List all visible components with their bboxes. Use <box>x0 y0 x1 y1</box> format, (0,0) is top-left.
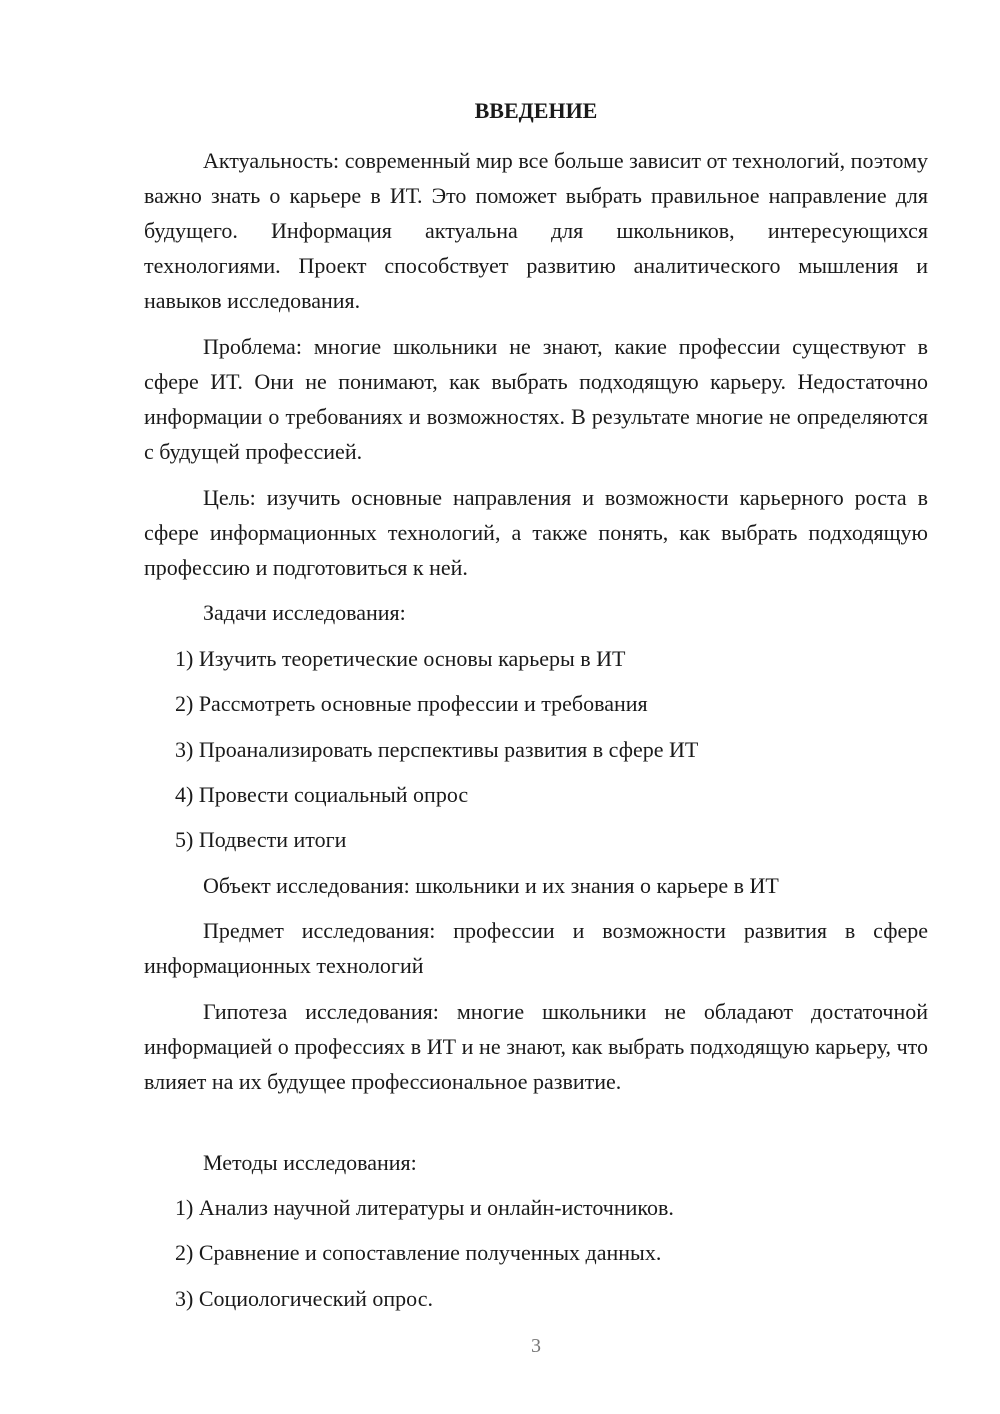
task-item-3: 3) Проанализировать перспективы развития в сфере ИТ <box>175 737 699 762</box>
task-item-5: 5) Подвести итоги <box>175 827 347 852</box>
task-item-1: 1) Изучить теоретические основы карьеры в ИТ <box>175 646 626 671</box>
paragraph-goal: Цель: изучить основные направления и возможности карьерного роста в сфере информационных технологий, а также понять, как выбрать подходящую профессию и подготовиться к ней. <box>144 485 928 580</box>
method-item-2: 2) Сравнение и сопоставление полученных данных. <box>175 1240 662 1265</box>
paragraph-problem: Проблема: многие школьники не знают, какие профессии существуют в сфере ИТ. Они не понимают, как выбрать подходящую карьеру. Недостаточно информации о требованиях и возможностях. В результате многие не определяются с будущей профессией. <box>144 334 928 464</box>
page-number: 3 <box>531 1335 541 1357</box>
methods-heading: Методы исследования: <box>203 1150 417 1175</box>
section-title: ВВЕДЕНИЕ <box>474 98 598 123</box>
method-item-1: 1) Анализ научной литературы и онлайн-источников. <box>175 1195 674 1220</box>
task-item-4: 4) Провести социальный опрос <box>175 782 469 807</box>
paragraph-relevance: Актуальность: современный мир все больше зависит от технологий, поэтому важно знать о карьере в ИТ. Это поможет выбрать правильное направление для будущего. Информация актуальна для школьников, интересующихся технологиями. Проект способствует развитию аналитического мышления и навыков исследования. <box>144 148 928 313</box>
paragraph-subject: Предмет исследования: профессии и возможности развития в сфере информационных технологий <box>144 918 928 978</box>
tasks-heading: Задачи исследования: <box>203 600 406 625</box>
paragraph-hypothesis: Гипотеза исследования: многие школьники не обладают достаточной информацией о профессиях в ИТ и не знают, как выбрать подходящую карьеру, что влияет на их будущее профессиональное развитие. <box>144 999 928 1094</box>
paragraph-object: Объект исследования: школьники и их знания о карьере в ИТ <box>203 873 779 898</box>
method-item-3: 3) Социологический опрос. <box>175 1286 433 1311</box>
task-item-2: 2) Рассмотреть основные профессии и требования <box>175 691 648 716</box>
